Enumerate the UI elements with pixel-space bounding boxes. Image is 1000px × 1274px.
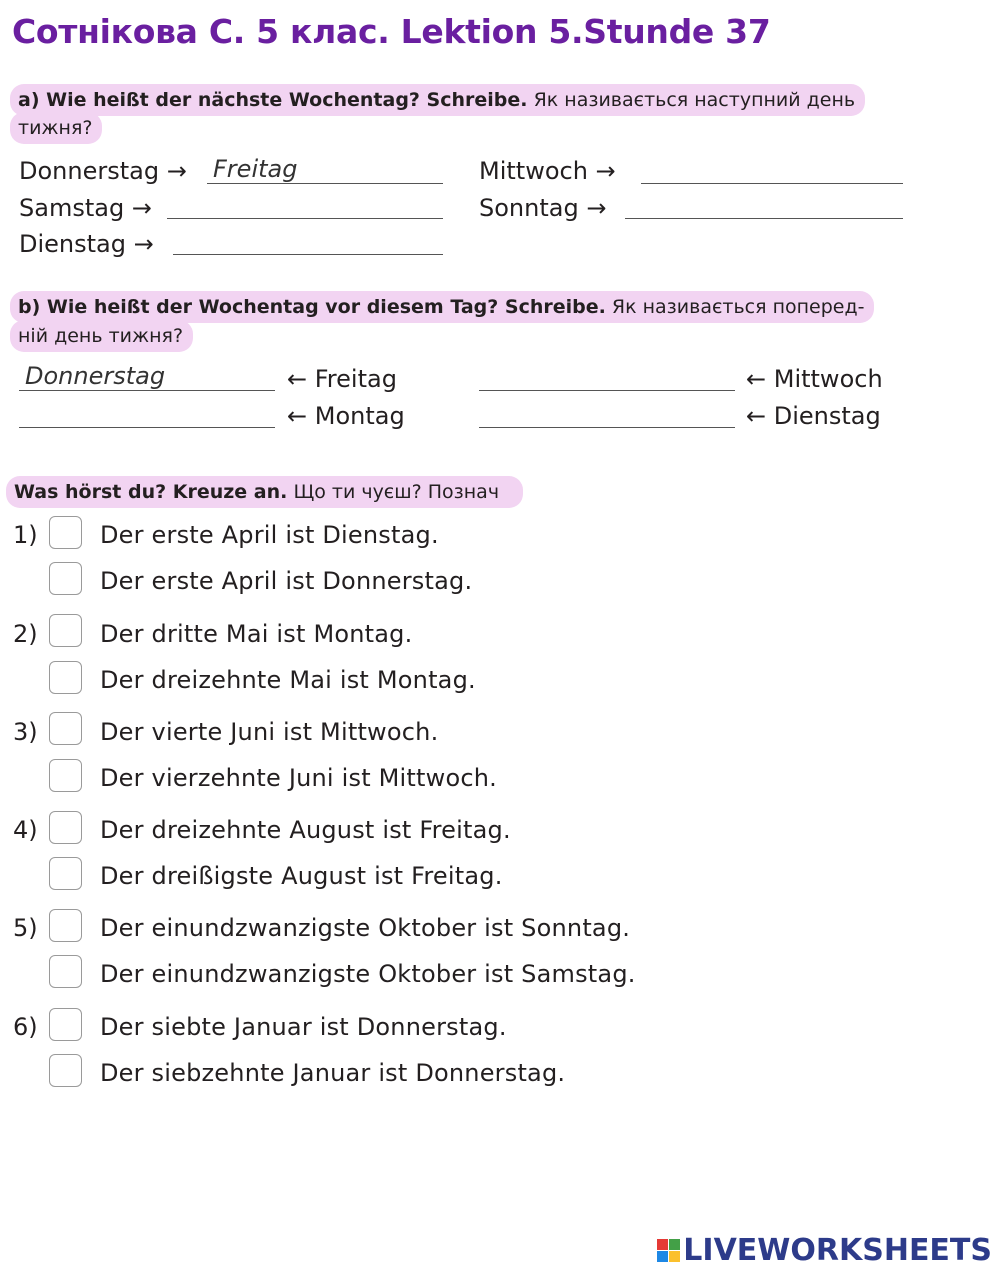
section-b-instruction-cont: ній день тижня?	[10, 320, 193, 352]
question-number-6: 6)	[13, 1013, 38, 1041]
question-number-3: 3)	[13, 718, 38, 746]
answer-text-b1: Donnerstag	[25, 362, 166, 390]
checkbox-1a[interactable]	[49, 516, 82, 549]
day-label-montag: ← Montag	[287, 402, 405, 430]
answer-field-b2[interactable]	[479, 362, 735, 391]
checkbox-6b[interactable]	[49, 1054, 82, 1087]
day-label-mittwoch: Mittwoch →	[479, 157, 616, 185]
liveworksheets-logo[interactable]	[657, 1233, 992, 1268]
option-3b: Der vierzehnte Juni ist Mittwoch.	[100, 764, 497, 792]
day-label-samstag: Samstag →	[19, 194, 152, 222]
answer-field-a5[interactable]	[173, 226, 443, 255]
checkbox-3b[interactable]	[49, 759, 82, 792]
checkbox-5a[interactable]	[49, 909, 82, 942]
question-number-5: 5)	[13, 914, 38, 942]
section-a-instruction	[10, 84, 865, 116]
question-number-2: 2)	[13, 620, 38, 648]
day-label-sonntag: Sonntag →	[479, 194, 607, 222]
day-label-dienstag-b: ← Dienstag	[746, 402, 881, 430]
section-c-instruction	[6, 476, 523, 508]
option-5b: Der einundzwanzigste Oktober ist Samstag.	[100, 960, 636, 988]
answer-field-b1[interactable]	[19, 362, 275, 391]
section-a-instruction-cont: тижня?	[10, 112, 102, 144]
option-6a: Der siebte Januar ist Donnerstag.	[100, 1013, 507, 1041]
answer-field-a2[interactable]	[641, 155, 903, 184]
section-a-instruction-de: a) Wie heißt der nächste Wochentag? Schreibe.	[18, 89, 528, 111]
option-2a: Der dritte Mai ist Montag.	[100, 620, 413, 648]
checkbox-3a[interactable]	[49, 712, 82, 745]
liveworksheets-logo-text: LIVEWORKSHEETS	[683, 1233, 992, 1268]
checkbox-5b[interactable]	[49, 955, 82, 988]
answer-field-b3[interactable]	[19, 399, 275, 428]
option-5a: Der einundzwanzigste Oktober ist Sonntag.	[100, 914, 631, 942]
answer-field-b4[interactable]	[479, 399, 735, 428]
checkbox-6a[interactable]	[49, 1008, 82, 1041]
option-4a: Der dreizehnte August ist Freitag.	[100, 816, 511, 844]
section-b-instruction-de: b) Wie heißt der Wochentag vor diesem Tag? Schreibe.	[18, 296, 606, 318]
answer-field-a4[interactable]	[625, 190, 903, 219]
section-b-instruction	[10, 291, 874, 323]
liveworksheets-logo-icon	[657, 1239, 680, 1262]
checkbox-2b[interactable]	[49, 661, 82, 694]
section-c-instruction-ua: Що ти чуєш? Познач	[293, 481, 500, 503]
section-b-instruction-ua: Як називається поперед-	[611, 296, 865, 318]
option-1a: Der erste April ist Dienstag.	[100, 521, 439, 549]
option-3a: Der vierte Juni ist Mittwoch.	[100, 718, 439, 746]
option-2b: Der dreizehnte Mai ist Montag.	[100, 666, 476, 694]
day-label-mittwoch-b: ← Mittwoch	[746, 365, 883, 393]
checkbox-4b[interactable]	[49, 857, 82, 890]
day-label-freitag: ← Freitag	[287, 365, 397, 393]
option-4b: Der dreißigste August ist Freitag.	[100, 862, 503, 890]
checkbox-2a[interactable]	[49, 614, 82, 647]
page-title: Сотнікова С. 5 клас. Lektion 5.Stunde 37	[12, 12, 771, 51]
question-number-4: 4)	[13, 816, 38, 844]
option-6b: Der siebzehnte Januar ist Donnerstag.	[100, 1059, 566, 1087]
answer-field-a1[interactable]	[207, 155, 443, 184]
day-label-donnerstag: Donnerstag →	[19, 157, 187, 185]
option-1b: Der erste April ist Donnerstag.	[100, 567, 473, 595]
checkbox-1b[interactable]	[49, 562, 82, 595]
section-c-instruction-de: Was hörst du? Kreuze an.	[14, 481, 288, 503]
answer-field-a3[interactable]	[167, 190, 443, 219]
answer-text-a1: Freitag	[213, 155, 298, 183]
checkbox-4a[interactable]	[49, 811, 82, 844]
question-number-1: 1)	[13, 521, 38, 549]
day-label-dienstag: Dienstag →	[19, 230, 154, 258]
section-a-instruction-ua: Як називається наступний день	[533, 89, 856, 111]
